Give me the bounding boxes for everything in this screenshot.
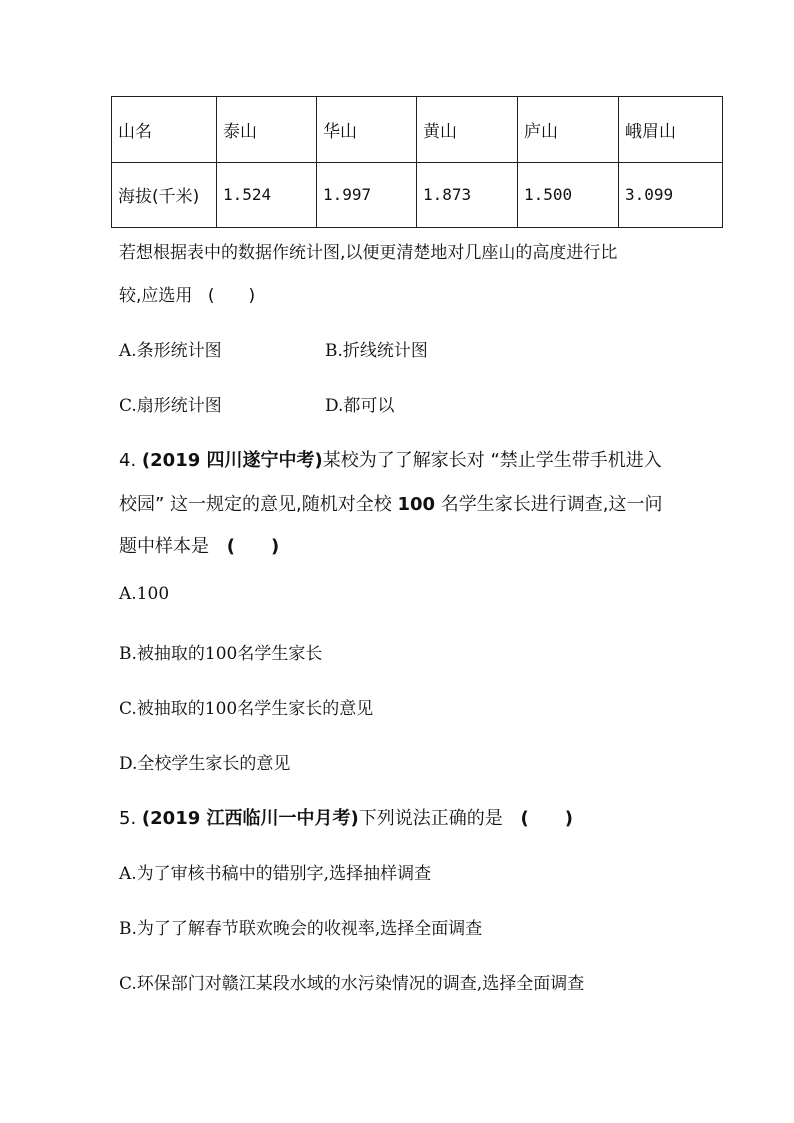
q4-stem-line1: [119, 446, 662, 472]
q3-option-d: D.都可以: [325, 396, 395, 416]
q4-number: 4.: [119, 450, 137, 471]
q5-stem: [119, 804, 573, 830]
q3-stem-text: 较,应选用: [119, 286, 193, 306]
q4-answer-paren: ( ): [226, 536, 280, 557]
q3-option-b: B.折线统计图: [325, 341, 428, 361]
table-cell: 1.873: [417, 162, 518, 228]
q4-option-d: D.全校学生家长的意见: [119, 754, 291, 774]
q4-source: (2019 四川遂宁中考): [141, 450, 323, 471]
table-cell: 华山: [317, 97, 417, 163]
table-cell: 黄山: [417, 97, 518, 163]
q5-stem-text: 下列说法正确的是: [358, 808, 503, 829]
q3-option-c: C.扇形统计图: [119, 396, 222, 416]
table-cell: 峨眉山: [619, 97, 723, 163]
q3-option-a: A.条形统计图: [119, 341, 222, 361]
q4-option-c: C.被抽取的100名学生家长的意见: [119, 699, 374, 719]
q5-option-c: C.环保部门对赣江某段水域的水污染情况的调查,选择全面调查: [119, 974, 585, 994]
table-cell: 海拔(千米): [112, 162, 217, 228]
table-cell: 泰山: [217, 97, 317, 163]
table-cell: 山名: [112, 97, 217, 163]
table-row: [112, 162, 723, 228]
q4-stem-text1: 某校为了了解家长对 “禁止学生带手机进入: [322, 450, 662, 471]
q5-number: 5.: [119, 808, 137, 829]
q4-stem-line3: [119, 532, 279, 558]
q5-answer-paren: ( ): [520, 808, 573, 829]
q4-option-a: A.100: [119, 584, 170, 604]
q5-option-a: A.为了审核书稿中的错别字,选择抽样调查: [119, 864, 432, 884]
q5-source: (2019 江西临川一中月考): [141, 808, 359, 829]
table-cell: 1.524: [217, 162, 317, 228]
table-cell: 1.500: [518, 162, 619, 228]
table-header-row: [112, 97, 723, 163]
q3-stem-line2: [119, 281, 255, 306]
q4-option-b: B.被抽取的100名学生家长: [119, 644, 323, 664]
q4-stem-number: 100: [397, 494, 436, 515]
table-cell: 1.997: [317, 162, 417, 228]
q4-stem-text2b: 名学生家长进行调查,这一问: [435, 494, 663, 515]
q5-option-b: B.为了了解春节联欢晚会的收视率,选择全面调查: [119, 919, 483, 939]
q3-answer-paren: ( ): [207, 286, 256, 306]
q4-stem-text3: 题中样本是: [119, 536, 209, 557]
q3-stem-line1: 若想根据表中的数据作统计图,以便更清楚地对几座山的高度进行比: [119, 243, 618, 263]
q4-stem-text2a: 校园” 这一规定的意见,随机对全校: [119, 494, 398, 515]
table-cell: 3.099: [619, 162, 723, 228]
mountain-height-table: [111, 96, 723, 228]
table-cell: 庐山: [518, 97, 619, 163]
q4-stem-line2: [119, 490, 663, 516]
